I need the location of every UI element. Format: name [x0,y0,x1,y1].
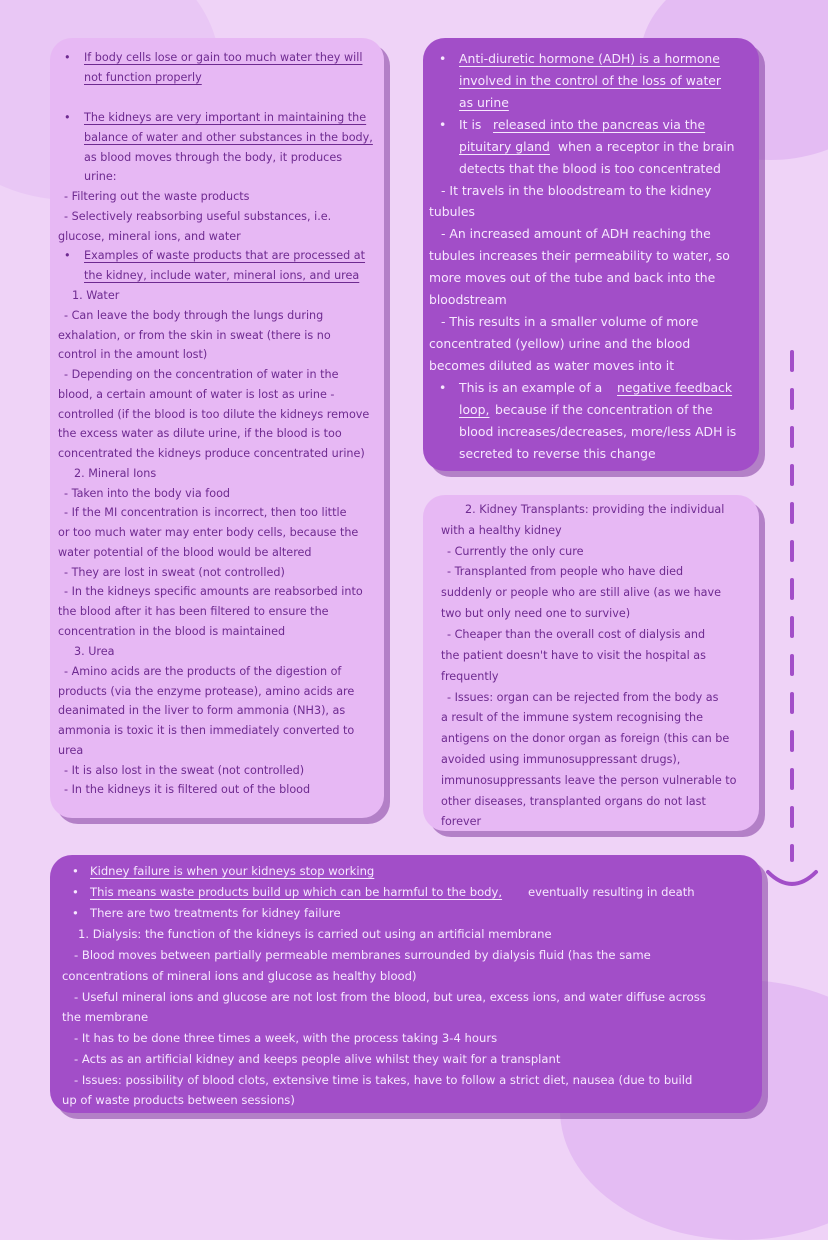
text-line: - It travels in the bloodstream to the kidney [441,183,712,198]
text-line: - It is also lost in the sweat (not controlled) [64,764,305,777]
text-line: - It has to be done three times a week, with the process taking 3-4 hours [74,1031,498,1045]
bullet: • [72,885,79,899]
text-line: more moves out of the tube and back into the [429,270,716,285]
text-line: immunosuppressants leave the person vulnerable to [441,774,737,787]
text-line: - An increased amount of ADH reaching the [441,226,711,241]
section-heading: 2. Mineral Ions [74,467,157,480]
text-line: The kidneys are very important in maintaining the [84,111,367,124]
text-line: when a receptor in the brain [558,139,735,154]
text-line: with a healthy kidney [441,524,562,537]
arrow-dash [790,806,794,828]
text-line: or too much water may enter body cells, because the [58,526,359,539]
section-heading: 1. Water [72,289,120,302]
text-line: other diseases, transplanted organs do not last [441,795,706,808]
text-line: the blood after it has been filtered to ensure the [58,605,329,618]
text-line: involved in the control of the loss of water [459,73,722,88]
bullet: • [64,51,71,64]
text-line: - Useful mineral ions and glucose are not lost from the blood, but urea, excess ions, and water diffuse across [74,990,706,1004]
text-line: - In the kidneys it is filtered out of the blood [64,783,311,796]
arrow-dash [790,768,794,790]
text-line: the kidney, include water, mineral ions, and urea [84,269,360,282]
text-line: because if the concentration of the [495,402,713,417]
text-line: secreted to reverse this change [459,446,656,461]
text-line: becomes diluted as water moves into it [429,358,675,373]
text-line: a result of the immune system recognising the [441,711,703,724]
text-line: - Depending on the concentration of water in the [64,368,339,381]
text-line: - Currently the only cure [447,545,584,558]
text-line: antigens on the donor organ as foreign (this can be [441,732,730,745]
text-line: blood, a certain amount of water is lost as urine - [58,388,335,401]
text-line: eventually resulting in death [528,885,695,899]
bullet: • [72,864,79,878]
text-line: bloodstream [429,292,507,307]
text-line: the excess water as dilute urine, if the blood is too [58,427,342,440]
arrow-dash [790,844,794,862]
text-line: - In the kidneys specific amounts are reabsorbed into [64,585,363,598]
text-line: - Taken into the body via food [64,487,231,500]
text-line: Examples of waste products that are processed at [84,249,366,262]
text-line: as blood moves through the body, it produces [84,151,343,164]
text-line: products (via the enzyme protease), amino acids are [58,685,355,698]
adh-card [423,38,759,471]
text-line: - Issues: organ can be rejected from the body as [447,691,719,704]
bullet: • [439,117,447,132]
text-line: two but only need one to survive) [441,607,631,620]
text-line: detects that the blood is too concentrated [459,161,721,176]
arrow-dash [790,692,794,714]
text-line: - Blood moves between partially permeable membranes surrounded by dialysis fluid (has the same [74,948,651,962]
text-line: loop, [459,402,490,417]
text-line: tubules increases their permeability to water, so [429,248,730,263]
arrow-dash [790,730,794,752]
section-heading: 2. Kidney Transplants: providing the individual [465,503,725,516]
text-line: blood increases/decreases, more/less ADH is [459,424,737,439]
text-line: the patient doesn't have to visit the hospital as [441,649,706,662]
text-line: suddenly or people who are still alive (as we have [441,586,722,599]
text-line: ammonia is toxic it is then immediately converted to [58,724,355,737]
arrow-dash [790,464,794,486]
text-line: exhalation, or from the skin in sweat (there is no [58,329,331,342]
text-line: control in the amount lost) [58,348,208,361]
arrow-dash [790,388,794,410]
text-line: avoided using immunosuppressant drugs), [441,753,681,766]
text-line: - If the MI concentration is incorrect, then too little [64,506,347,519]
text-line: If body cells lose or gain too much water they will [84,51,363,64]
text-line: - Can leave the body through the lungs during [64,309,324,322]
text-line: This is an example of a [459,380,603,395]
text-line: - Issues: possibility of blood clots, extensive time is takes, have to follow a strict diet, nausea (due to build [74,1073,693,1087]
text-line: tubules [429,204,475,219]
text-line: pituitary gland [459,139,550,154]
text-line: concentration in the blood is maintained [58,625,286,638]
arrow-dash [790,616,794,638]
text-line: water potential of the blood would be altered [58,546,312,559]
text-line: concentrations of mineral ions and glucose as healthy blood) [62,969,417,983]
arrow-dash [790,502,794,524]
bullet: • [439,51,447,66]
text-line: - Acts as an artificial kidney and keeps people alive whilst they wait for a transplant [74,1052,561,1066]
arrow-dash [790,350,794,372]
text-line: released into the pancreas via the [493,117,706,132]
text-line: - Transplanted from people who have died [447,565,684,578]
text-line: This means waste products build up which can be harmful to the body, [90,885,503,899]
text-line: balance of water and other substances in the body, [84,131,373,144]
text-line: the membrane [62,1010,149,1024]
arrow-dash [790,654,794,676]
text-line: - Cheaper than the overall cost of dialysis and [447,628,706,641]
section-heading: 1. Dialysis: the function of the kidneys is carried out using an artificial membrane [78,927,552,941]
text-line: - Filtering out the waste products [64,190,250,203]
text-line: frequently [441,670,499,683]
arrow-dash [790,540,794,562]
text-line: - They are lost in sweat (not controlled) [64,566,285,579]
bullet: • [64,249,71,262]
section-heading: 3. Urea [74,645,115,658]
text-line: Anti-diuretic hormone (ADH) is a hormone [459,51,720,66]
kidney-failure-card [50,855,762,1113]
text-line: Kidney failure is when your kidneys stop working [90,864,375,878]
text-line: glucose, mineral ions, and water [58,230,241,243]
text-line: up of waste products between sessions) [62,1093,295,1107]
text-line: There are two treatments for kidney failure [90,906,341,920]
arrow-dash [790,426,794,448]
text-line: not function properly [84,71,202,84]
bullet: • [439,380,447,395]
text-line: deanimated in the liver to form ammonia (NH3), as [58,704,346,717]
text-line: urine: [84,170,117,183]
text-line: controlled (if the blood is too dilute the kidneys remove [58,408,370,421]
text-line: - This results in a smaller volume of more [441,314,699,329]
text-line: concentrated (yellow) urine and the blood [429,336,691,351]
text-line: concentrated the kidneys produce concentrated urine) [58,447,365,460]
text-line: negative feedback [617,380,733,395]
bullet: • [72,906,79,920]
text-line: as urine [459,95,509,110]
text-line: It is [459,117,482,132]
bullet: • [64,111,71,124]
text-line: urea [58,744,84,757]
arrow-dash [790,578,794,600]
arrow-head-icon [764,866,820,892]
water-balance-card [50,38,384,818]
text-line: - Amino acids are the products of the digestion of [64,665,342,678]
kidney-transplant-card [423,495,759,831]
text-line: forever [441,815,482,828]
text-line: - Selectively reabsorbing useful substances, i.e. [64,210,332,223]
